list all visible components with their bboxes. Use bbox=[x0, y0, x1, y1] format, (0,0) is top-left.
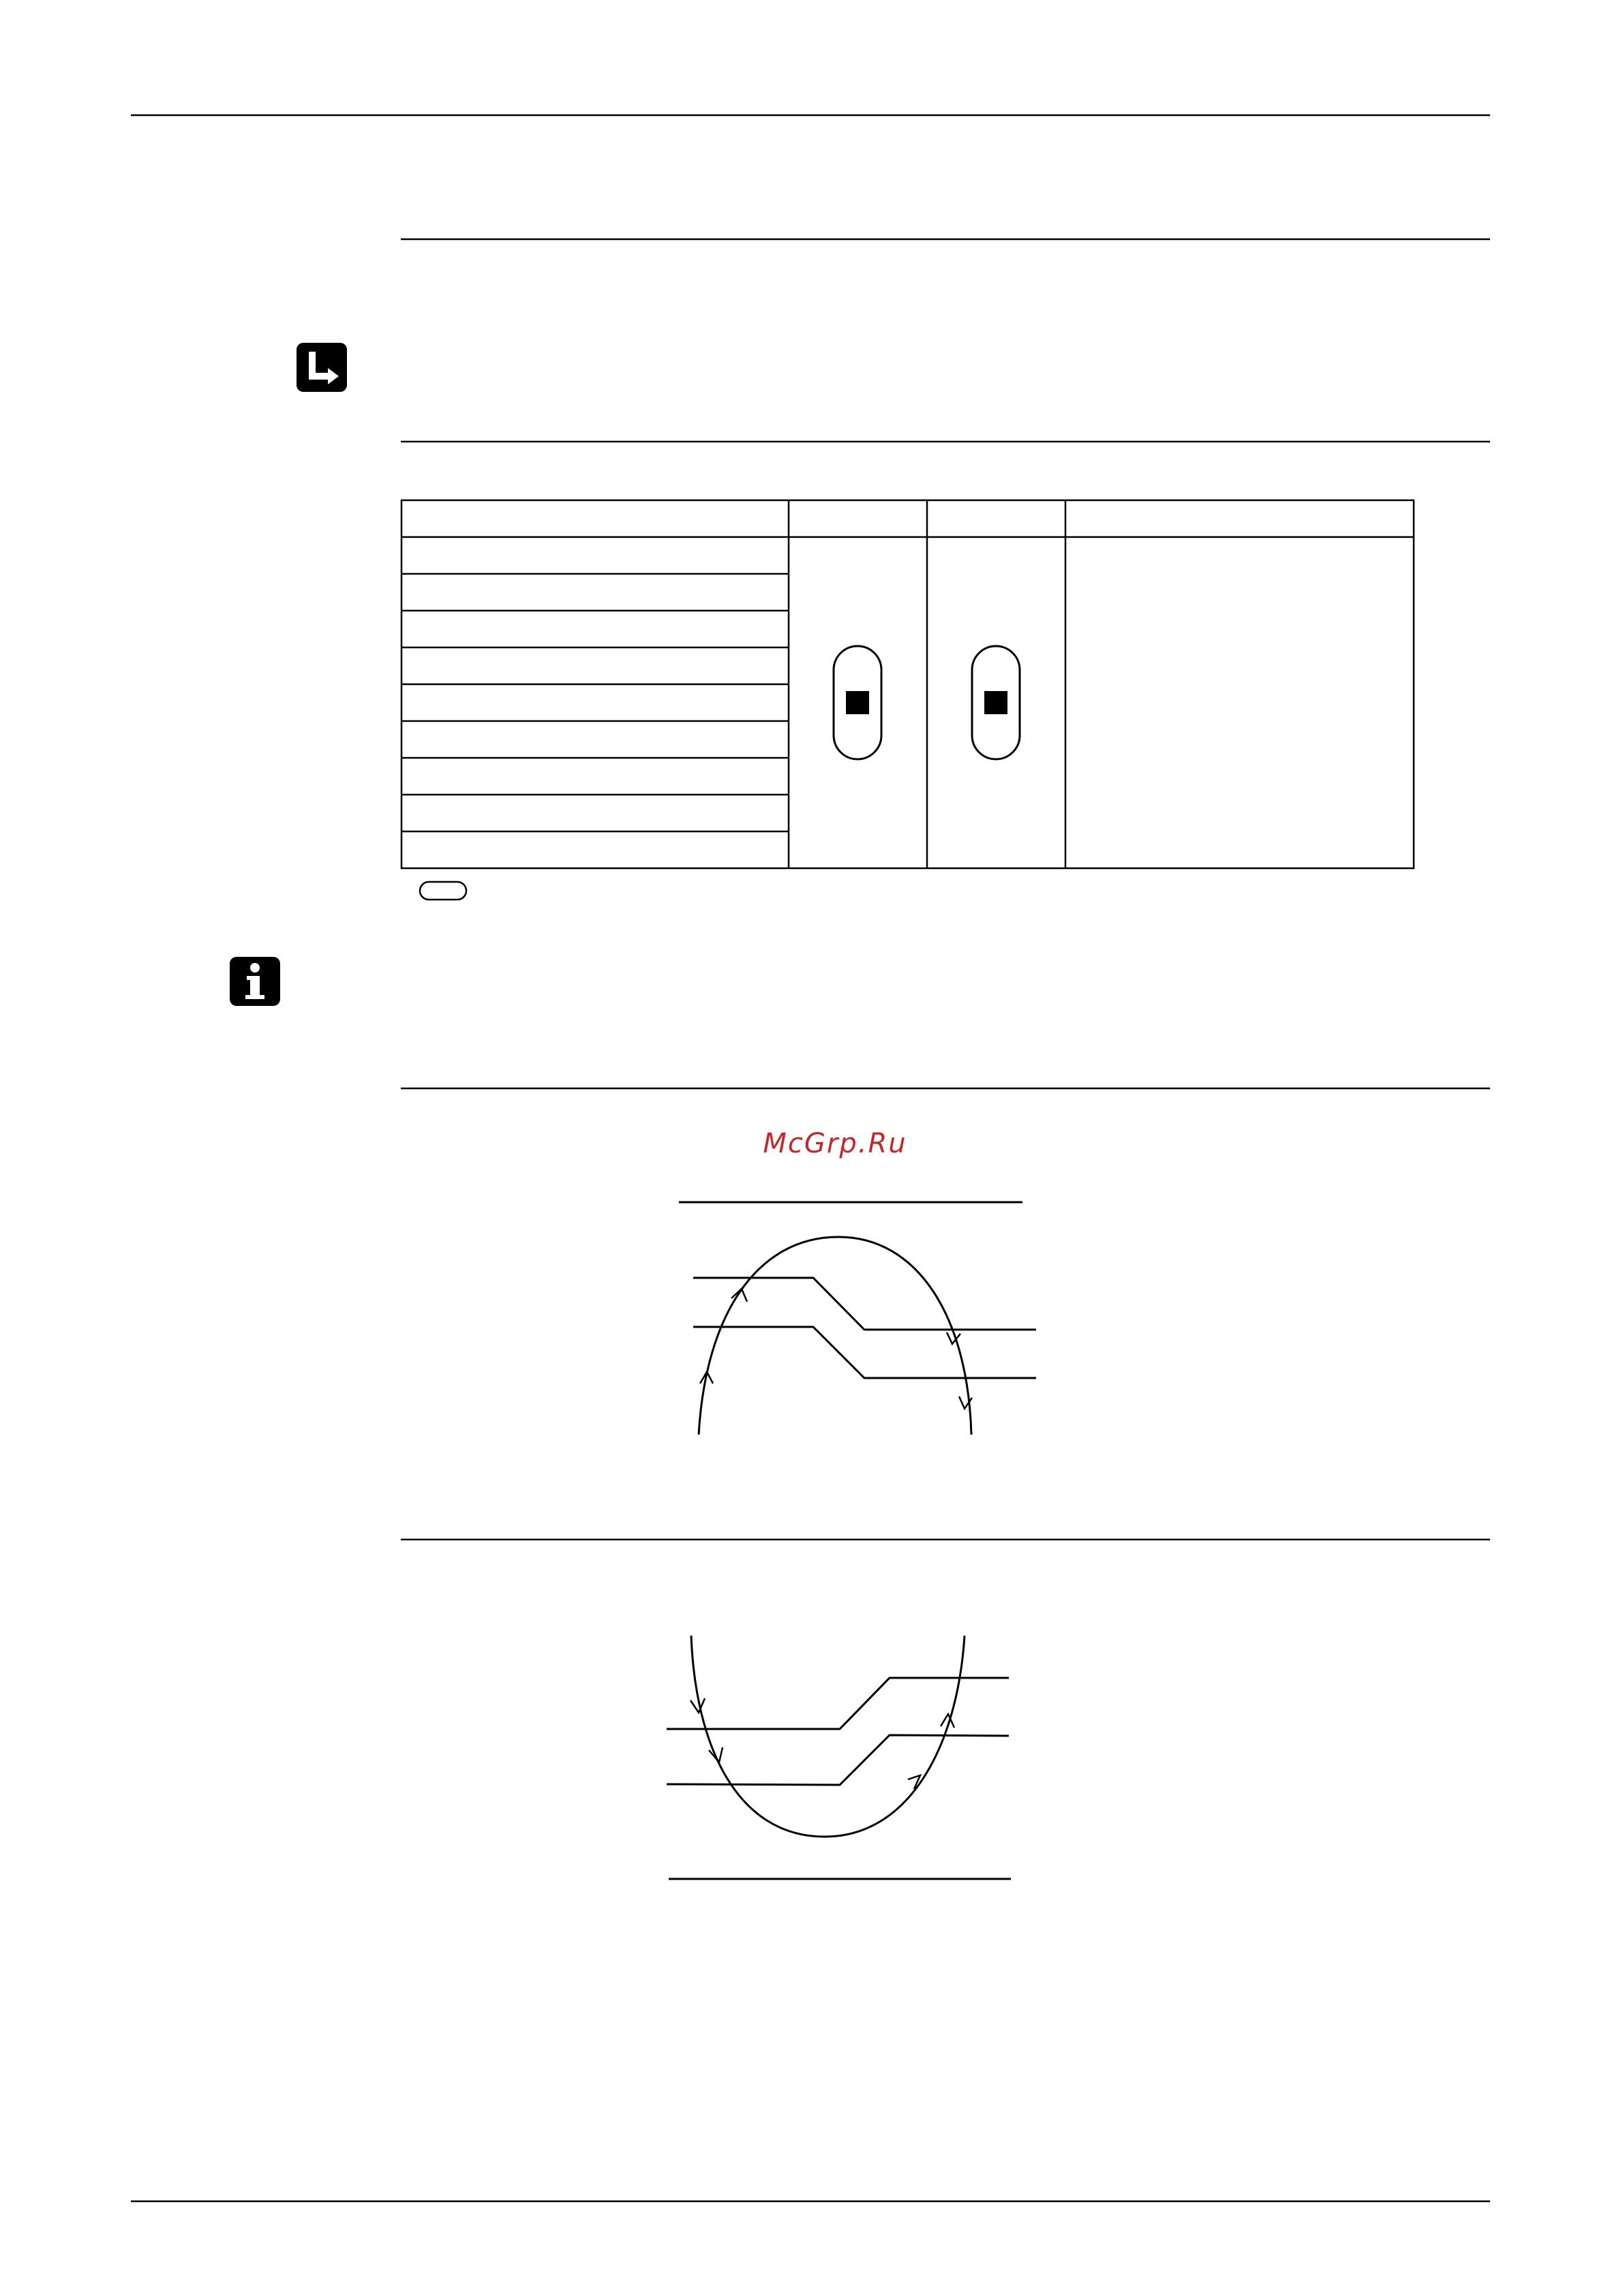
dip-switch-icon bbox=[972, 646, 1020, 759]
timing-diagram-upper bbox=[679, 1202, 1036, 1435]
info-icon bbox=[230, 957, 280, 1006]
watermark: McGrp.Ru bbox=[763, 1128, 907, 1159]
stepped-line bbox=[693, 1327, 1036, 1378]
settings-table bbox=[401, 500, 1414, 868]
arrow-reference-icon bbox=[297, 343, 347, 392]
arch-curve bbox=[699, 1237, 971, 1435]
legend-switch-icon bbox=[420, 882, 466, 900]
timing-diagram-lower bbox=[667, 1636, 1011, 1879]
dip-switch-icon bbox=[834, 646, 881, 759]
